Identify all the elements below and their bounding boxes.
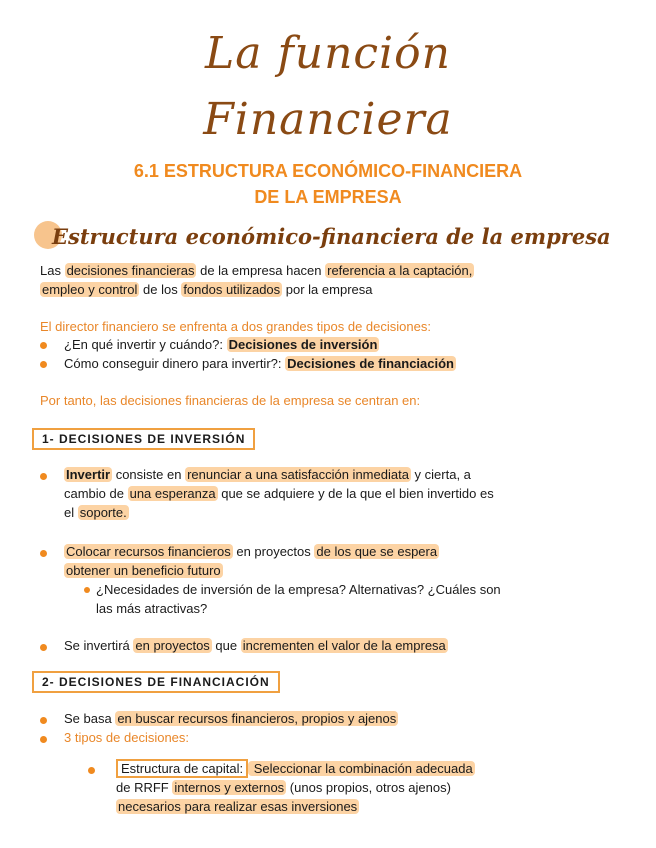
estructura-capital-box: Estructura de capital:: [116, 759, 248, 778]
question-1: [64, 336, 379, 354]
fin-text: (unos propios, otros ajenos): [286, 780, 451, 795]
bullet-icon: [40, 473, 47, 480]
inv-text: que se adquiere y de la que el bien invertido es: [217, 486, 494, 501]
financiacion-sub-item-line-2: [116, 779, 636, 797]
fin-text: Se basa: [64, 711, 116, 726]
subtitle-line-1: 6.1 ESTRUCTURA ECONÓMICO-FINANCIERA: [133, 161, 523, 181]
intro-highlight: fondos utilizados: [183, 282, 281, 297]
inversion-item-1-line-3: [64, 504, 129, 522]
inv-highlight: obtener un beneficio futuro: [66, 563, 221, 578]
inv-text: el: [64, 505, 78, 520]
bullet-icon: [40, 342, 47, 349]
intro-text: Las: [40, 263, 65, 278]
intro-text: por la empresa: [282, 282, 373, 297]
inv-text: cambio de: [64, 486, 128, 501]
inv-text: Se invertirá: [64, 638, 134, 653]
inv-text: consiste en: [112, 467, 186, 482]
inv-text: que: [211, 638, 241, 653]
financiacion-sub-item: [116, 760, 636, 778]
inv-highlight: renunciar a una satisfacción inmediata: [187, 467, 409, 482]
sub-bullet-icon: [88, 767, 95, 774]
inv-text: en proyectos: [232, 544, 315, 559]
question-2: [64, 355, 456, 373]
sub-bullet-icon: [84, 587, 90, 593]
question-answer: Decisiones de financiación: [287, 356, 454, 371]
director-text: El director financiero se enfrenta a dos grandes tipos de decisiones:: [40, 319, 431, 334]
inversion-item-2: [64, 543, 644, 561]
inversion-sub-item-line-2: las más atractivas?: [96, 601, 208, 616]
inversion-item-2-line-2: [64, 562, 223, 580]
inversion-item-1-line-2: [64, 485, 644, 503]
financiacion-item-2: 3 tipos de decisiones:: [64, 730, 190, 745]
title-line-2: Financiera: [203, 94, 453, 145]
intro-text: de la empresa hacen: [196, 263, 326, 278]
financiacion-sub-item-line-3: [116, 798, 359, 816]
inv-highlight: en proyectos: [135, 638, 210, 653]
financiacion-item-1: [64, 710, 644, 728]
intro-highlight: referencia a la captación,: [327, 263, 473, 278]
inv-highlight: de los que se espera: [316, 544, 438, 559]
bullet-icon: [40, 736, 47, 743]
inv-text: y cierta, a: [410, 467, 471, 482]
fin-text: de RRFF: [116, 780, 173, 795]
inversion-item-1: [64, 466, 644, 484]
bullet-icon: [40, 717, 47, 724]
intro-text: de los: [139, 282, 182, 297]
inv-highlight: una esperanza: [129, 486, 216, 501]
bullet-icon: [40, 361, 47, 368]
section-box-financiacion: 2- DECISIONES DE FINANCIACIÓN: [32, 671, 280, 693]
question-answer: Decisiones de inversión: [228, 337, 378, 352]
intro-line-2: [40, 281, 372, 299]
fin-highlight: internos y externos: [174, 780, 285, 795]
inv-highlight: Invertir: [66, 467, 111, 482]
bullet-icon: [40, 550, 47, 557]
inversion-sub-item: ¿Necesidades de inversión de la empresa? Alternativas? ¿Cuáles son: [96, 582, 501, 597]
subtitle-line-2: DE LA EMPRESA: [254, 187, 402, 207]
inv-highlight: incrementen el valor de la empresa: [242, 638, 446, 653]
intro-highlight: decisiones financieras: [66, 263, 195, 278]
intro-line-1: [40, 262, 474, 280]
fin-highlight: en buscar recursos financieros, propios y ajenos: [117, 711, 397, 726]
question-text: ¿En qué invertir y cuándo?:: [64, 337, 227, 352]
inversion-item-3: [64, 637, 644, 655]
bullet-icon: [40, 644, 47, 651]
inv-highlight: soporte.: [79, 505, 127, 520]
intro-highlight: empleo y control: [42, 282, 138, 297]
section-heading: Estructura económico-financiera de la empresa: [52, 224, 611, 249]
inv-highlight: Colocar recursos financieros: [66, 544, 231, 559]
por-tanto-text: Por tanto, las decisiones financieras de la empresa se centran en:: [40, 393, 421, 408]
question-text: Cómo conseguir dinero para invertir?:: [64, 356, 286, 371]
fin-highlight: necesarios para realizar esas inversiones: [118, 799, 358, 814]
fin-highlight: Seleccionar la combinación adecuada: [250, 761, 473, 776]
title-line-1: La función: [205, 28, 451, 79]
section-box-inversion: 1- DECISIONES DE INVERSIÓN: [32, 428, 255, 450]
